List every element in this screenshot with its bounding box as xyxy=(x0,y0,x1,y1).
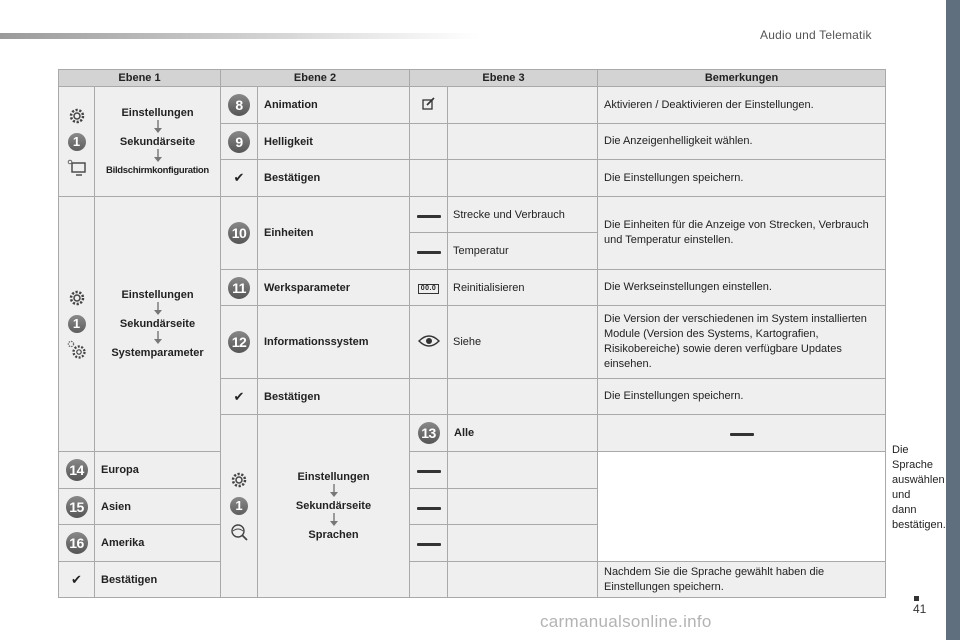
group3-path xyxy=(258,415,410,598)
header-level2: Ebene 2 xyxy=(221,70,410,87)
row-badge-cell xyxy=(221,270,258,306)
number-badge: 11 xyxy=(228,277,250,299)
path-step: Systemparameter xyxy=(111,347,204,359)
page-number: 41 xyxy=(913,602,927,616)
section-title: Audio und Telematik xyxy=(760,28,872,42)
remark-cell: Die Anzeigenhelligkeit wählen. xyxy=(598,124,886,160)
bar-icon xyxy=(417,215,441,218)
row-badge-cell xyxy=(221,306,258,379)
level3-cell xyxy=(448,379,598,415)
group2-icons xyxy=(59,197,95,452)
watermark: carmanualsonline.info xyxy=(540,612,712,631)
row-badge-cell xyxy=(59,489,95,525)
number-badge: 16 xyxy=(66,532,88,554)
level3-icon-cell xyxy=(410,525,448,562)
level3-icon-cell xyxy=(410,379,448,415)
gear-icon xyxy=(67,288,87,308)
number-badge: 15 xyxy=(66,496,88,518)
check-icon: ✔ xyxy=(233,388,245,404)
row-badge-cell xyxy=(221,197,258,270)
level3-cell xyxy=(448,562,598,598)
level3-icon-cell xyxy=(410,489,448,525)
level2-cell: Einheiten xyxy=(258,197,410,270)
number-badge: 9 xyxy=(228,131,250,153)
level3-cell xyxy=(448,452,598,489)
arrow-down-icon xyxy=(153,120,163,134)
level2-cell: Bestätigen xyxy=(95,562,221,598)
language-icon xyxy=(229,522,249,542)
number-badge: 10 xyxy=(228,222,250,244)
level2-cell: Informationssystem xyxy=(258,306,410,379)
group1-path xyxy=(95,87,221,197)
level3-cell: Reinitialisieren xyxy=(448,270,598,306)
group2-path xyxy=(95,197,221,452)
path-step: Sekundärseite xyxy=(119,136,196,148)
level2-cell: Bestätigen xyxy=(258,379,410,415)
row-badge-cell xyxy=(59,452,95,489)
level3-icon-cell xyxy=(410,306,448,379)
path-step: Bildschirmkonfiguration xyxy=(106,165,209,176)
side-strip xyxy=(946,0,960,640)
row-badge-cell xyxy=(410,415,448,452)
level3-cell xyxy=(448,124,598,160)
level3-cell xyxy=(448,525,598,562)
level3-cell: Siehe xyxy=(448,306,598,379)
level3-icon-cell xyxy=(410,124,448,160)
level3-cell xyxy=(448,87,598,124)
table-row xyxy=(59,197,886,233)
number-badge: 12 xyxy=(228,331,250,353)
table-row xyxy=(59,87,886,124)
menu-table xyxy=(58,69,946,598)
arrow-down-icon xyxy=(329,513,339,527)
level2-cell: Asien xyxy=(95,489,221,525)
remark-cell: Die Einheiten für die Anzeige von Strecken, Verbrauch und Temperatur einstellen. xyxy=(598,197,886,270)
level2-cell: Bestätigen xyxy=(258,160,410,197)
row-badge-cell xyxy=(221,87,258,124)
level3-cell: Temperatur xyxy=(448,233,598,270)
table-row xyxy=(59,489,886,525)
remark-cell: Die Werkseinstellungen einstellen. xyxy=(598,270,886,306)
row-badge-cell xyxy=(221,379,258,415)
remark-cell: Aktivieren / Deaktivieren der Einstellungen. xyxy=(598,87,886,124)
bar-icon xyxy=(417,470,441,473)
level3-icon-cell xyxy=(410,233,448,270)
row-badge-cell xyxy=(59,525,95,562)
arrow-down-icon xyxy=(153,331,163,345)
distance-icon: 00.0 xyxy=(418,284,440,294)
level3-cell xyxy=(448,489,598,525)
level3-icon-cell xyxy=(410,270,448,306)
row-badge-cell xyxy=(59,562,95,598)
table-row xyxy=(59,525,886,562)
category-badge: 1 xyxy=(230,497,248,515)
row-badge-cell xyxy=(221,160,258,197)
category-badge: 1 xyxy=(68,315,86,333)
monitor-icon xyxy=(67,158,87,178)
table-row xyxy=(59,452,886,489)
table-row xyxy=(59,562,886,598)
level2-cell: Animation xyxy=(258,87,410,124)
table-row: 1 Einstellungen Sekundärseite Sprachen 13 Alle Die Sprache auswählen und dann bestätigen. xyxy=(59,415,886,452)
level2-cell: Alle xyxy=(448,415,598,452)
top-decoration-bar xyxy=(0,33,480,39)
gears-icon xyxy=(67,340,87,360)
bar-icon xyxy=(730,433,754,436)
level3-icon-cell xyxy=(410,452,448,489)
path-step: Sekundärseite xyxy=(295,500,372,512)
row-badge-cell xyxy=(221,124,258,160)
header-remarks: Bemerkungen xyxy=(598,70,886,87)
level2-cell: Helligkeit xyxy=(258,124,410,160)
edit-checkbox-icon xyxy=(422,97,436,111)
arrow-down-icon xyxy=(153,302,163,316)
table-header-row xyxy=(59,70,886,87)
check-icon: ✔ xyxy=(233,170,245,185)
bar-icon xyxy=(417,507,441,510)
number-badge: 14 xyxy=(66,459,88,481)
group3-icons xyxy=(221,415,258,598)
number-badge: 8 xyxy=(228,94,250,116)
level2-cell: Europa xyxy=(95,452,221,489)
level3-cell: Strecke und Verbrauch xyxy=(448,197,598,233)
group1-icons xyxy=(59,87,95,197)
level3-icon-cell xyxy=(410,197,448,233)
path-step: Einstellungen xyxy=(121,107,194,119)
level3-icon-cell xyxy=(410,562,448,598)
path-step: Sprachen xyxy=(308,529,359,541)
level3-icon-cell xyxy=(598,415,886,452)
remark-cell: Die Einstellungen speichern. xyxy=(598,379,886,415)
remark-cell: Die Version der verschiedenen im System installierten Module (Version des Systems, Kartografien, Risikobereiche) sowie deren verfügbare Updates einsehen. xyxy=(598,306,886,379)
number-badge: 13 xyxy=(418,422,440,444)
path-step: Einstellungen xyxy=(121,289,194,301)
header-level1: Ebene 1 xyxy=(59,70,221,87)
eye-icon xyxy=(418,334,440,348)
arrow-down-icon xyxy=(329,484,339,498)
level3-cell xyxy=(448,160,598,197)
level3-icon-cell xyxy=(410,160,448,197)
gear-icon xyxy=(229,470,249,490)
path-step: Einstellungen xyxy=(297,471,370,483)
level2-cell: Amerika xyxy=(95,525,221,562)
level3-icon-cell xyxy=(410,87,448,124)
header-level3: Ebene 3 xyxy=(410,70,598,87)
arrow-down-icon xyxy=(153,149,163,163)
bar-icon xyxy=(417,543,441,546)
category-badge: 1 xyxy=(68,133,86,151)
bar-icon xyxy=(417,251,441,254)
path-step: Sekundärseite xyxy=(119,318,196,330)
gear-icon xyxy=(67,106,87,126)
remark-cell: Die Einstellungen speichern. xyxy=(598,160,886,197)
page-dot xyxy=(914,596,919,601)
level2-cell: Werksparameter xyxy=(258,270,410,306)
check-icon: ✔ xyxy=(71,571,82,587)
remark-cell: Nachdem Sie die Sprache gewählt haben die Einstellungen speichern. xyxy=(598,562,886,598)
